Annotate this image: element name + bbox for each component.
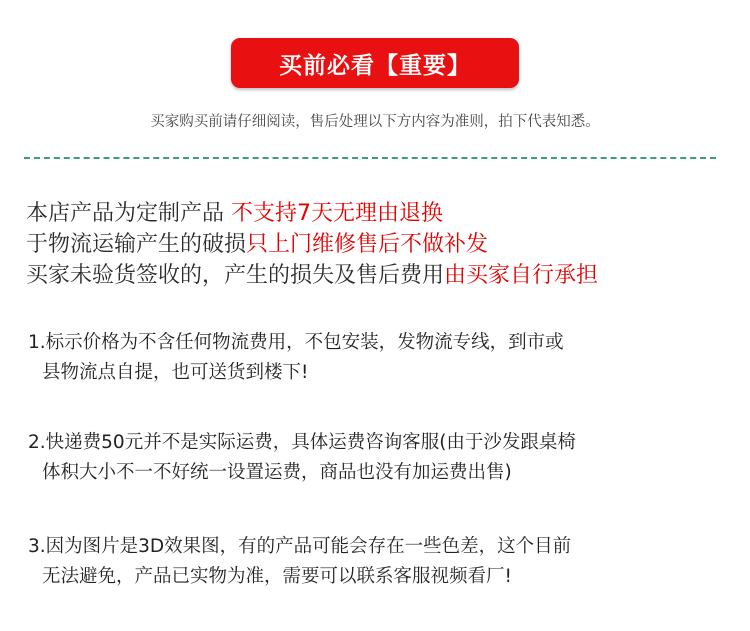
notice-line-1-highlight: 不支持7天无理由退换 [231,201,443,226]
item-3-line-1: 3.因为图片是3D效果图，有的产品可能会存在一些色差，这个目前 [28,536,572,557]
notice-line-2 [26,229,746,260]
notice-line-1 [26,198,746,229]
notice-line-2-text: 于物流运输产生的破损 [26,232,247,257]
item-2-line-1: 2.快递费50元并不是实际运费，具体运费咨询客服(由于沙发跟桌椅 [28,432,576,453]
notice-line-3-highlight: 由买家自行承担 [444,263,599,288]
item-1-line-2: 县物流点自提，也可送货到楼下! [42,362,309,383]
notice-line-2-highlight: 只上门维修售后不做补发 [246,232,489,257]
item-2-line-2: 体积大小不一不好统一设置运费，商品也没有加运费出售) [42,462,512,483]
item-1-line-1: 1.标示价格为不含任何物流费用，不包安装，发物流专线，到市或 [28,332,564,353]
notice-line-1-text: 本店产品为定制产品 [26,201,231,226]
dashed-divider [24,157,716,159]
notice-line-3 [26,260,746,291]
notice-banner [231,38,519,88]
list-item [28,328,728,388]
item-3-line-2: 无法避免，产品已实物为准，需要可以联系客服视频看厂! [42,566,512,587]
subtitle-text: 买家购买前请仔细阅读，售后处理以下方内容为准则，拍下代表知悉。 [150,114,600,130]
policy-notice [26,198,746,291]
banner-title: 买前必看【重要】 [279,52,471,79]
list-item [28,428,728,488]
notice-line-3-text: 买家未验货签收的，产生的损失及售后费用 [26,263,445,288]
list-item [28,532,728,592]
